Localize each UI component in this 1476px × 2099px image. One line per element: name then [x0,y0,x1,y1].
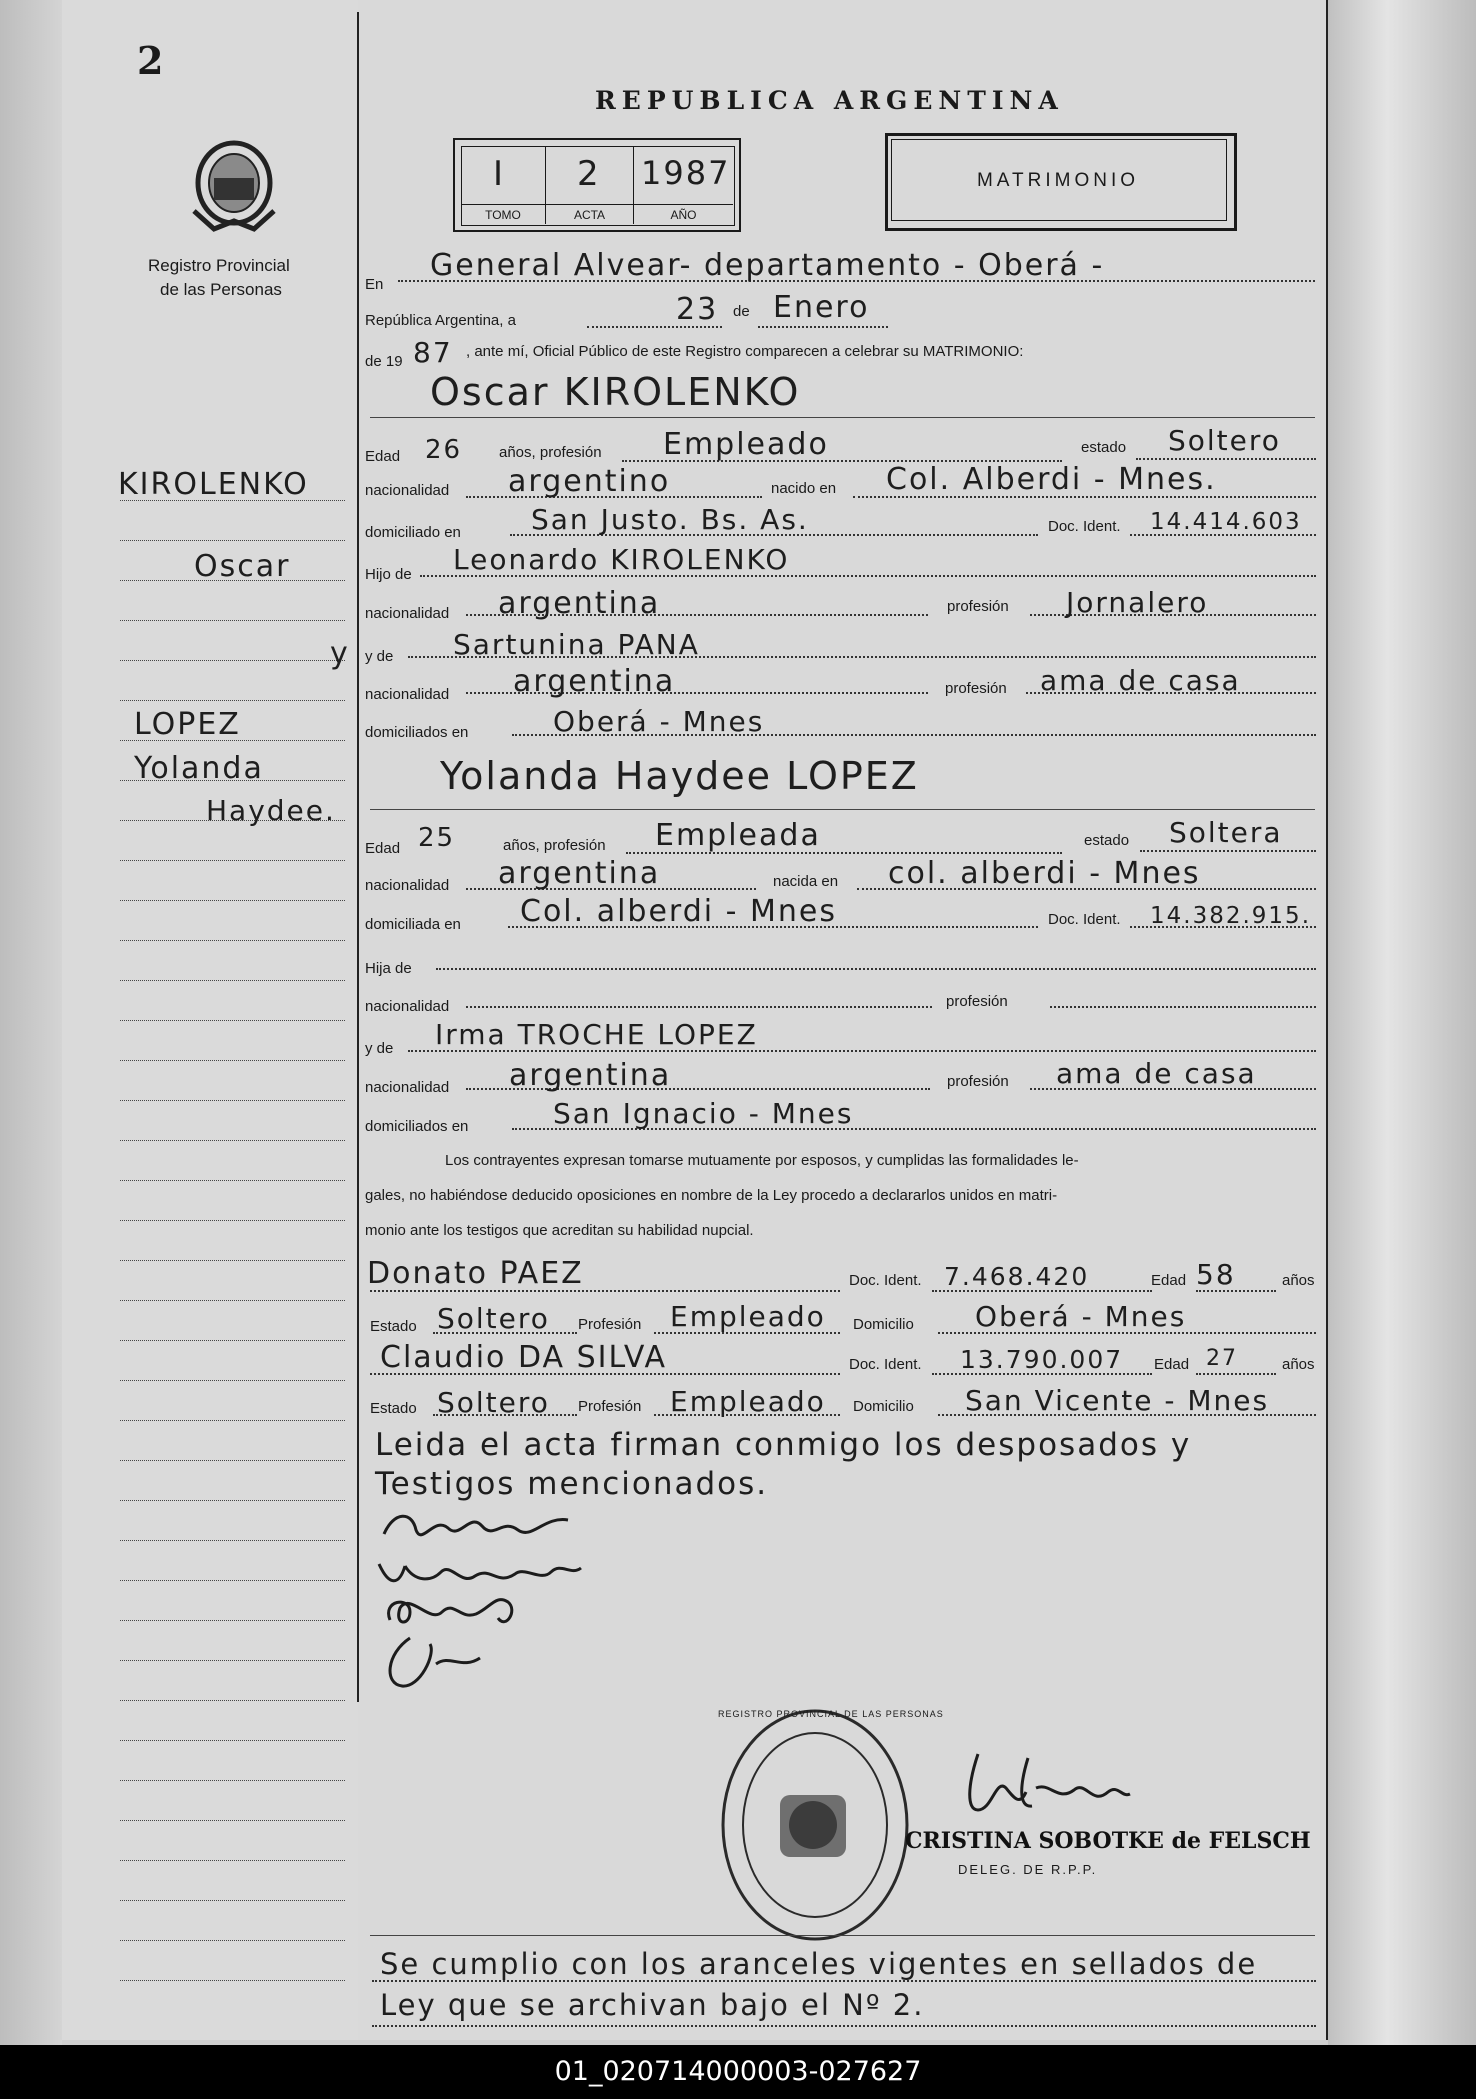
margin-rule-line [120,1420,345,1421]
margin-rule-line [120,1580,345,1581]
signature-bride [375,1552,585,1592]
margin-rule-line [120,1780,345,1781]
margin-rule-line [120,1260,345,1261]
margin-groom-surname: KIROLENKO [118,467,309,502]
margin-conjunction: y [330,636,350,671]
label-bride-anos-profesion: años, profesión [503,837,606,854]
margin-rule-line [120,1220,345,1221]
margin-rule-line [120,860,345,861]
margin-rule-line [120,660,345,661]
label-witness2-edad: Edad [1154,1356,1190,1373]
witness2-profession: Empleado [670,1385,826,1418]
margin-rule-line [120,540,345,541]
signature-groom [382,1506,572,1546]
label-bride-nacionalidad: nacionalidad [365,877,450,894]
label-bride-edad: Edad [365,840,401,857]
margin-rule-line [120,1380,345,1381]
declaration-line2: gales, no habiéndose deducido oposiciones en nombre de la Ley procedo a declararlos unidos en matri- [365,1187,1058,1204]
label-witness1-profesion: Profesión [578,1316,642,1333]
page-number: 2 [137,38,164,83]
label-bride-doc: Doc. Ident. [1048,911,1121,928]
margin-groom-name: Oscar [194,549,291,584]
mother-profession: ama de casa [1040,664,1241,697]
label-witness2-estado: Estado [370,1400,417,1417]
witness1-doc: 7.468.420 [944,1262,1090,1291]
label-bride-nacida: nacida en [773,873,839,890]
margin-rule-line [120,1700,345,1701]
margin-rule-line [120,1620,345,1621]
bride-full-name: Yolanda Haydee LOPEZ [440,754,919,798]
label-witness1-doc: Doc. Ident. [849,1272,922,1289]
label-de-19: de 19 [365,353,403,370]
bride-mother: Irma TROCHE LOPEZ [435,1018,758,1051]
registry-stamp-icon [718,1705,944,1945]
label-witness1-anos: años [1282,1272,1315,1289]
groom-profession: Empleado [663,427,829,462]
label-groom-edad: Edad [365,448,401,465]
column-divider [357,12,359,1702]
bride-status: Soltera [1169,816,1283,849]
margin-rule-line [120,1340,345,1341]
margin-rule-line [120,1100,345,1101]
label-de-mes: de [733,303,750,320]
right-border-line [1326,0,1328,2040]
groom-full-name: Oscar KIROLENKO [430,370,801,414]
label-bride-father-profesion: profesión [946,993,1008,1010]
label-groom-doc: Doc. Ident. [1048,518,1121,535]
margin-rule-line [120,1660,345,1661]
declaration-line1: Los contrayentes expresan tomarse mutuamente por esposos, y cumplidas las formalidades le- [445,1152,1079,1169]
label-groom-y-de: y de [365,648,394,665]
label-father-profesion: profesión [947,598,1009,615]
stamp-ring-text: REGISTRO PROVINCIAL DE LAS PERSONAS [718,1709,944,1719]
registry-name-line1: Registro Provincial [148,256,290,275]
groom-mother: Sartunina PANA [453,628,700,661]
groom-status: Soltero [1168,424,1281,457]
margin-rule-line [120,1540,345,1541]
margin-rule-line [120,1060,345,1061]
province-shield-icon [184,133,284,243]
father-nationality: argentina [498,586,661,621]
bride-nationality: argentina [498,856,661,891]
label-bride-mother-profesion: profesión [947,1073,1009,1090]
label-bride-mother-nacionalidad: nacionalidad [365,1079,450,1096]
right-page-edge [1328,0,1476,2045]
year-suffix: 87 [413,336,453,369]
record-box [453,138,741,232]
official-stamp [718,1705,944,1945]
label-father-nacionalidad: nacionalidad [365,605,450,622]
bride-mother-nationality: argentina [509,1058,672,1093]
label-witness2-anos: años [1282,1356,1315,1373]
margin-rule-line [120,1900,345,1901]
label-bride-domiciliada: domiciliada en [365,916,461,933]
margin-rule-line [120,1460,345,1461]
witness1-address: Oberá - Mnes [975,1300,1187,1333]
father-profession: Jornalero [1066,586,1209,619]
month-value: Enero [773,290,870,325]
officer-name: CRISTINA SOBOTKE de FELSCH [905,1828,1311,1854]
margin-bride-surname: LOPEZ [134,707,241,742]
day-value: 23 [676,292,719,327]
label-republica: República Argentina, a [365,312,516,329]
ano-value: 1987 [641,154,731,192]
margin-rule-line [120,700,345,701]
label-ante-mi: , ante mí, Oficial Público de este Registro comparecen a celebrar su MATRIMONIO: [466,343,1024,360]
witness1-profession: Empleado [670,1300,826,1333]
bride-doc: 14.382.915. [1150,903,1311,929]
declaration-line3: monio ante los testigos que acreditan su habilidad nupcial. [365,1222,754,1239]
province-seal-logo [184,133,284,243]
witness1-name: Donato PAEZ [367,1256,584,1291]
binding-edge [0,0,62,2045]
mother-nationality: argentina [513,664,676,699]
label-bride-y-de: y de [365,1040,394,1057]
act-type-label: MATRIMONIO [976,170,1140,191]
groom-nationality: argentino [508,464,671,499]
witness1-status: Soltero [437,1302,550,1335]
place-value: General Alvear- departamento - Oberá - [430,248,1105,283]
label-mother-profesion: profesión [945,680,1007,697]
label-groom-nacido: nacido en [771,480,837,497]
witness2-address: San Vicente - Mnes [965,1384,1270,1417]
closing-line1: Leida el acta firman conmigo los desposados y [375,1427,1192,1463]
groom-address: San Justo. Bs. As. [531,503,809,536]
witness2-status: Soltero [437,1386,550,1419]
margin-rule-line [120,900,345,901]
margin-rule-line [120,1940,345,1941]
acta-value: 2 [577,154,601,194]
witness2-doc: 13.790.007 [960,1345,1124,1374]
margin-rule-line [120,1020,345,1021]
bride-address: Col. alberdi - Mnes [520,894,837,929]
margin-rule-line [120,1180,345,1181]
witness2-name: Claudio DA SILVA [380,1340,668,1375]
margin-rule-line [120,620,345,621]
label-witness2-profesion: Profesión [578,1398,642,1415]
document-id-footer: 01_020714000003-027627 [0,2045,1476,2099]
tomo-label: TOMO [485,208,521,222]
label-groom-nacionalidad: nacionalidad [365,482,450,499]
label-witness2-domicilio: Domicilio [853,1398,914,1415]
label-mother-nacionalidad: nacionalidad [365,686,450,703]
bride-mother-profession: ama de casa [1056,1057,1257,1090]
bride-profession: Empleada [655,818,821,853]
act-type-box [885,133,1237,231]
witness1-age: 58 [1196,1258,1236,1291]
signature-witness2 [380,1634,490,1690]
label-hija-de: Hija de [365,960,412,977]
margin-rule-line [120,1820,345,1821]
groom-doc: 14.414.603 [1150,509,1302,535]
acta-label: ACTA [573,208,606,222]
registry-name-line2: de las Personas [160,280,282,299]
signature-officer [962,1748,1132,1824]
margin-rule-line [120,1740,345,1741]
margin-rule-line [120,1500,345,1501]
label-groom-estado: estado [1081,439,1127,456]
label-witness2-doc: Doc. Ident. [849,1356,922,1373]
label-groom-parents-domiciliados: domiciliados en [365,724,469,741]
bride-parents-address: San Ignacio - Mnes [553,1097,854,1130]
margin-rule-line [120,940,345,941]
bride-age: 25 [418,823,456,853]
bride-birthplace: col. alberdi - Mnes [888,856,1201,891]
margin-rule-line [120,1300,345,1301]
label-groom-anos-profesion: años, profesión [499,444,602,461]
tomo-value: I [493,154,506,194]
label-hijo-de: Hijo de [365,566,412,583]
label-en: En [365,276,384,293]
margin-rule-line [120,980,345,981]
margin-rule-line [120,1140,345,1141]
groom-parents-address: Oberá - Mnes [553,705,765,738]
note-line1: Se cumplio con los aranceles vigentes en sellados de [380,1947,1258,1981]
margin-bride-name1: Yolanda [134,751,264,786]
signature-witness1 [380,1590,530,1634]
closing-line2: Testigos mencionados. [375,1466,769,1502]
margin-rule-line [120,1980,345,1981]
groom-age: 26 [425,435,463,465]
ano-label: AÑO [670,208,697,222]
groom-father: Leonardo KIROLENKO [453,543,790,576]
margin-bride-name2: Haydee. [206,794,336,827]
label-bride-parents-domiciliados: domiciliados en [365,1118,469,1135]
groom-birthplace: Col. Alberdi - Mnes. [886,462,1217,497]
label-witness1-domicilio: Domicilio [853,1316,914,1333]
label-bride-father-nacionalidad: nacionalidad [365,998,450,1015]
label-bride-estado: estado [1084,832,1130,849]
label-witness1-estado: Estado [370,1318,417,1335]
label-groom-domiciliado: domiciliado en [365,524,461,541]
country-title: REPUBLICA ARGENTINA [595,86,1064,115]
margin-rule-line [120,1860,345,1861]
officer-title: DELEG. DE R.P.P. [958,1862,1098,1877]
note-line2: Ley que se archivan bajo el Nº 2. [380,1988,925,2022]
label-witness1-edad: Edad [1151,1272,1187,1289]
witness2-age: 27 [1206,1346,1238,1371]
